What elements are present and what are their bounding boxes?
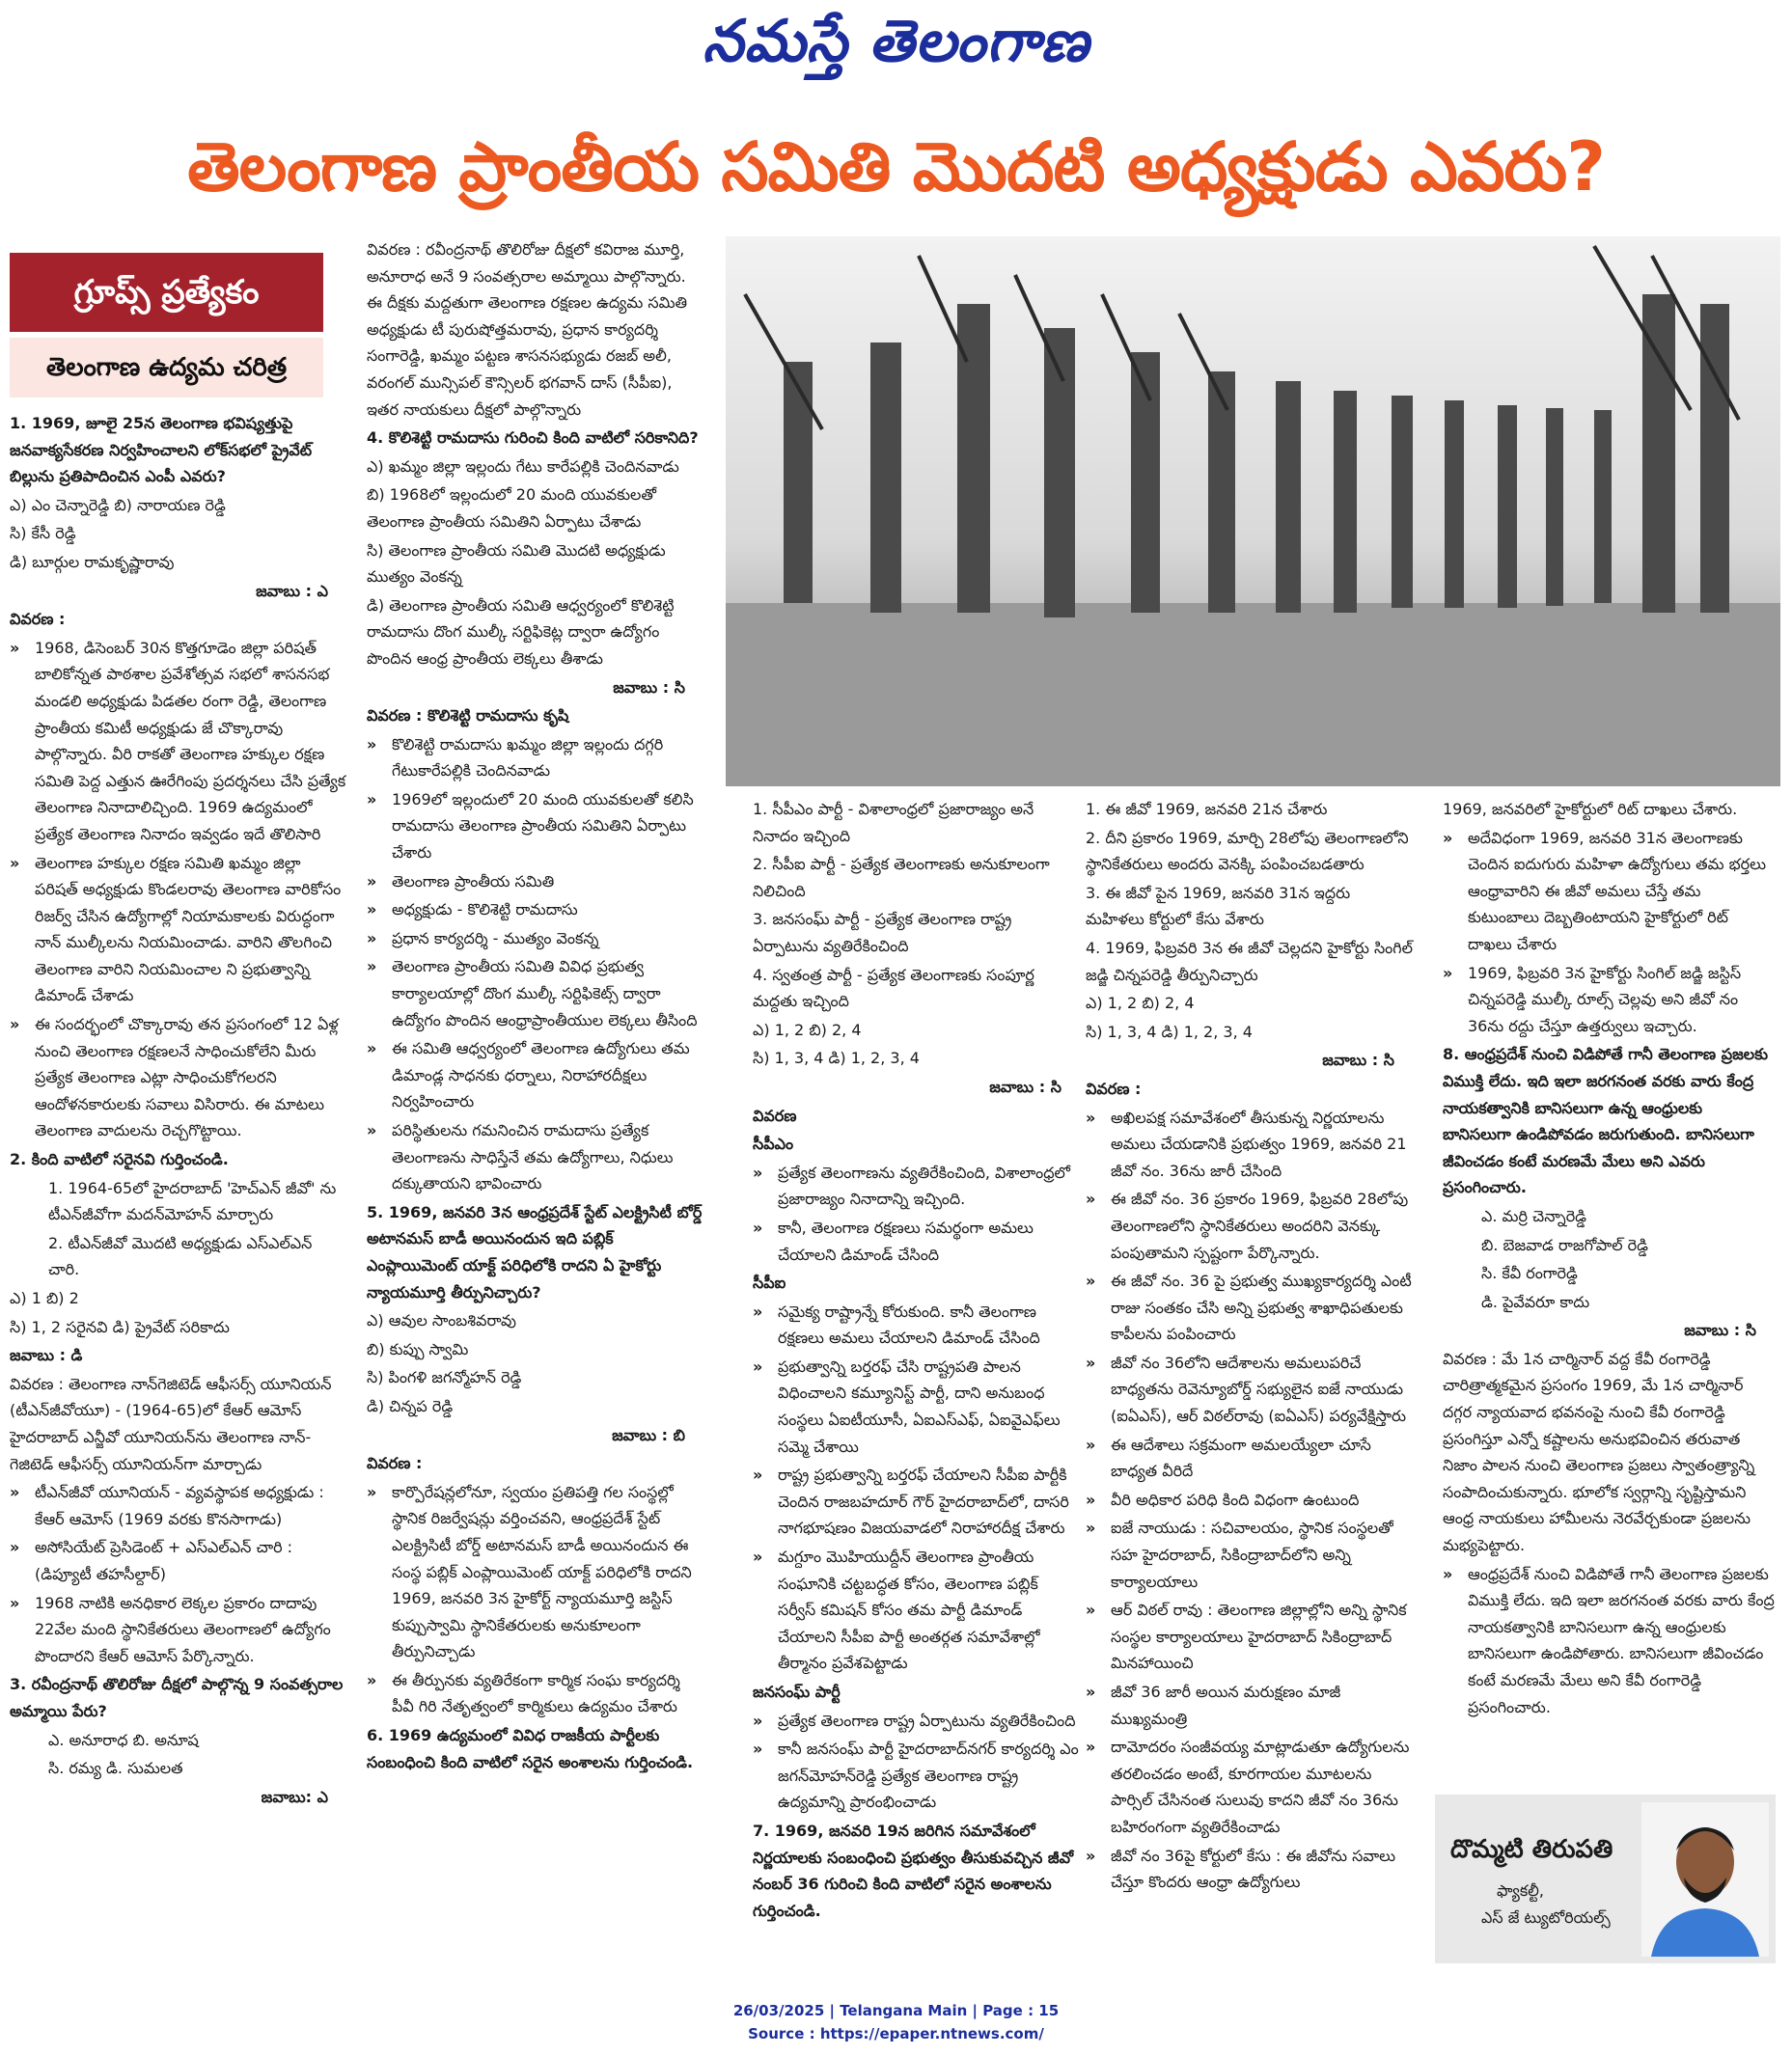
bullet-item: » అసోసియేట్ ప్రెసిడెంట్ + ఎస్ఎల్ఎన్ చారి : (డిప్యూటీ తహసీల్దార్) xyxy=(10,1534,347,1587)
bullet-item: » ఐజే నాయుడు : సచివాలయం, స్థానిక సంస్థలతో సహ హైదరాబాద్, సికింద్రాబాద్‌లోని అన్ని కార్యాలయాలు xyxy=(1086,1515,1414,1595)
q4-option: డి) తెలంగాణ ప్రాంతీయ సమితి ఆధ్వర్యంలో కొలిశెట్టి రామదాసు దొంగ ముల్కీ సర్టిఫికెట్ల ద్వారా ఉద్యోగం పొందిన ఆంధ్ర ప్రాంతీయ లెక్కలు తీశాడు xyxy=(367,595,675,668)
q1-answer: జవాబు : ఎ xyxy=(256,581,328,600)
author-box xyxy=(1435,1795,1776,1963)
author-role: ఫ్యాకల్టీ, xyxy=(1497,1881,1544,1900)
photo-illustration xyxy=(726,236,1780,786)
bullet-item: » రాష్ట్ర ప్రభుత్వాన్ని బర్తరఫ్ చేయాలని సీపీఐ పార్టీకి చెందిన రాజబహదూర్ గౌర్ హైదరాబాద్‌లో, దాసరి నాగభూషణం విజయవాడలో నిరాహారదీక్ష చేశారు xyxy=(753,1462,1081,1542)
explanation-label: వివరణ : కొలిశెట్టి రామదాసు కృషి xyxy=(367,706,569,726)
bullet-item: » జీవో నం 36పై కోర్టులో కేసు : ఈ జీవోను సవాలు చేస్తూ కొందరు ఆంధ్రా ఉద్యోగులు xyxy=(1086,1843,1414,1896)
historical-photo xyxy=(726,236,1780,786)
bullet-item: » ప్రధాన కార్యదర్శి - ముత్యం వెంకన్న xyxy=(367,925,704,952)
question-2: 2. కింది వాటిలో సరైనవి గుర్తించండి. xyxy=(10,1150,229,1169)
bullet-item: » తెలంగాణ హక్కుల రక్షణ సమితి ఖమ్మం జిల్లా పరిషత్ అధ్యక్షుడు కొండలరావు తెలంగాణ వారికోసం రిజర్వ్ చేసిన ఉద్యోగాల్లో నియామకాలకు విరుద్ధంగా నాన్ ముల్కీలను నియమించాడు. వారిని తొలగించి తెలంగాణ వారిని నియమించాల ని ప్రభుత్వాన్ని డిమాండ్ చేశాడు xyxy=(10,850,347,1010)
question-4: 4. కొలిశెట్టి రామదాసు గురించి కింది వాటిలో సరికానిది? xyxy=(367,428,699,448)
explanation-label: వివరణ : xyxy=(1086,1079,1142,1098)
bullet-item: » జీవో 36 జారీ అయిన మరుక్షణం మాజీ ముఖ్యమంత్రి xyxy=(1086,1679,1414,1732)
explanation: వివరణ : రవీంద్రనాథ్ తొలిరోజు దీక్షలో కవిరాజ మూర్తి, అనూరాధ అనే 9 సంవత్సరాల అమ్మాయి పాల్గొన్నారు. ఈ దీక్షకు మద్దతుగా తెలంగాణ రక్షణల ఉద్యమ సమితి అధ్యక్షుడు టీ పురుషోత్తమరావు, ప్రధాన కార్యదర్శి సంగారెడ్డి, ఖమ్మం పట్టణ శాసనసభ్యుడు రజబ్ అలీ, వరంగల్ మున్సిపల్ కౌన్సిలర్ భగవాన్ దాస్ (సీపీఐ), ఇతర నాయకులు దీక్షలో పాల్గొన్నారు xyxy=(367,240,688,419)
bullet-item: » ప్రత్యేక తెలంగాణను వ్యతిరేకించింది, విశాలాంధ్రలో ప్రజారాజ్యం నినాదాన్ని ఇచ్చింది. xyxy=(753,1160,1081,1213)
q2-answer: జవాబు : డి xyxy=(10,1346,83,1365)
bullet-item: » వీరి అధికార పరిధి కింది విధంగా ఉంటుంది xyxy=(1086,1487,1414,1514)
bullet-item: » కొలిశెట్టి రామదాసు ఖమ్మం జిల్లా ఇల్లందు దగ్గరి గేటుకారేపల్లికి చెందినవాడు xyxy=(367,731,704,784)
explanation-label: వివరణ xyxy=(753,1106,797,1125)
q2-options: ఎ) 1 బి) 2 xyxy=(10,1289,79,1307)
bullet-item: » తెలంగాణ ప్రాంతీయ సమితి వివిధ ప్రభుత్వ కార్యాలయాల్లో దొంగ ముల్కీ సర్టిఫికెట్స్ ద్వారా ఉద్యోగం పొందిన ఆంధ్రాప్రాంతీయుల లెక్కలు తీసింది xyxy=(367,953,704,1033)
q5-option: డి) చిన్నప రెడ్డి xyxy=(367,1396,454,1415)
subheading: సీపీఎం xyxy=(753,1135,794,1154)
q4-option: ఎ) ఖమ్మం జిల్లా ఇల్లందు గేటు కారేపల్లికి చెందినవాడు xyxy=(367,456,679,476)
q8-answer: జవాబు : సి xyxy=(1684,1321,1756,1340)
bullet-item: » అదేవిధంగా 1969, జనవరి 31న తెలంగాణకు చెందిన ఐదుగురు మహిళా ఉద్యోగులు తమ భర్తలు ఆంధ్రావారిని ఈ జీవో అమలు చేస్తే తమ కుటుంబాలు దెబ్బతింటాయని హైకోర్టులో రిట్ దాఖలు చేశారు xyxy=(1443,825,1776,958)
question-8: 8. ఆంధ్రప్రదేశ్ నుంచి విడిపోతే గానీ తెలంగాణ ప్రజలకు విముక్తి లేదు. ఇది ఇలా జరగనంత వరకు వారు కేంద్ర నాయకత్వానికి బానిసలుగా ఉన్న ఆంధ్రులకు బానిసలుగా ఉండిపోవడం జరుగుతుంది. బానిసలుగా జీవించడం కంటే మరణమే మేలు అని ఎవరు ప్రసంగించారు. xyxy=(1443,1045,1769,1197)
bullet-item: » అధ్యక్షుడు - కొలిశెట్టి రామదాసు xyxy=(367,896,704,923)
bullet-item: » టీఎన్‌జీవో యూనియన్ - వ్యవస్థాపక అధ్యక్షుడు : కేఆర్ ఆమోస్ (1969 వరకు కొనసాగాడు) xyxy=(10,1479,347,1532)
author-photo xyxy=(1641,1802,1769,1957)
q4-option: బి) 1968లో ఇల్లందులో 20 మంది యువకులతో తెలంగాణ ప్రాంతీయ సమితిని ఏర్పాటు చేశాడు xyxy=(367,485,656,531)
bullet-item: » జీవో నం 36లోని ఆదేశాలను అమలుపరిచే బాధ్యతను రెవెన్యూబోర్డ్ సభ్యులైన ఐజే నాయుడు (ఐఏఎస్), ఆర్ విఠల్‌రావు (ఐఏఎస్) పర్యవేక్షిస్తారు xyxy=(1086,1350,1414,1430)
bullet-item: » ఈ జీవో నం. 36 ప్రకారం 1969, ఫిబ్రవరి 28లోపు తెలంగాణలోని స్థానికేతరులు అందరిని వెనక్కు పంపుతామని స్పష్టంగా పేర్కొన్నారు. xyxy=(1086,1186,1414,1266)
statement: 3. ఈ జీవో పైన 1969, జనవరి 31న ఇద్దరు మహిళలు కోర్టులో కేసు వేశారు xyxy=(1086,883,1351,929)
column-2 xyxy=(367,236,704,1992)
bullet-item: » దామోదరం సంజీవయ్య మాట్లాడుతూ ఉద్యోగులను తరలించడం అంటే, కూరగాయల మూటలను పార్సిల్ చేసినంత సులువు కాదని జీవో నం 36ను బహిరంగంగా వ్యతిరేకించాడు xyxy=(1086,1734,1414,1840)
footer-date-page: 26/03/2025 | Telangana Main | Page : 15 xyxy=(732,2002,1060,2019)
masthead-title: నమస్తే తెలంగాణ xyxy=(702,8,1090,75)
q4-option: సి) తెలంగాణ ప్రాంతీయ సమితి మొదటి అధ్యక్షుడు ముత్యం వెంకన్న xyxy=(367,540,666,587)
column-5 xyxy=(1443,796,1776,1780)
q5-answer: జవాబు : బి xyxy=(612,1425,685,1444)
q8-option: బి. బెజవాడ రాజగోపాల్ రెడ్డి xyxy=(1481,1235,1648,1254)
explanation-label: వివరణ : xyxy=(367,1454,423,1473)
bullet-item: » కార్పొరేషన్లలోనూ, స్వయం ప్రతిపత్తి గల సంస్థల్లో స్థానిక రిజర్వేషన్లు వర్తించవని, ఆంధ్రప్రదేశ్ స్టేట్ ఎలక్ట్రిసిటీ బోర్డ్ అటానమస్ బాడీ అయినందున ఈ సంస్థ పబ్లిక్ ఎంప్లాయిమెంట్ యాక్ట్ పరిధిలోకి రాదని 1969, జనవరి 3న హైకోర్ట్ న్యాయమూర్తి జస్టిస్ కుప్పుస్వామి స్థానికేతరులకు అనుకూలంగా తీర్పునిచ్చాడు xyxy=(367,1479,704,1665)
masthead xyxy=(0,8,1792,85)
subheading: సీపీఐ xyxy=(753,1274,786,1293)
explanation: వివరణ : మే 1న చార్మినార్ వద్ద కేవీ రంగారెడ్డి చారిత్రాత్మకమైన ప్రసంగం 1969, మే 1న చార్మినార్ దగ్గర న్యాయవాద భవనంపై నుంచి కేవీ రంగారెడ్డి ప్రసంగిస్తూ ఎన్నో కష్టాలను అనుభవించిన తరువాత నిజాం పాలన నుంచి తెలంగాణ ప్రజలు స్వాతంత్ర్యాన్ని సంపాదించుకున్నారు. భూలోక స్వర్గాన్ని సృష్టిస్తామని ఆంధ్ర నాయకులు హామీలను నెరవేర్చకుండా ప్రజలను మభ్యపెట్టారు. xyxy=(1443,1349,1755,1555)
q7-options: ఎ) 1, 2 బి) 2, 4 xyxy=(1086,994,1195,1013)
q7-options: సి) 1, 3, 4 డి) 1, 2, 3, 4 xyxy=(1086,1022,1253,1041)
q6-options: ఎ) 1, 2 బి) 2, 4 xyxy=(753,1020,862,1039)
q5-option: ఎ) ఆవుల సాంబశివరావు xyxy=(367,1311,516,1330)
headline xyxy=(0,104,1792,230)
bullet-item: » కానీ, తెలంగాణ రక్షణలు సమర్థంగా అమలు చేయాలని డిమాండ్ చేసింది xyxy=(753,1215,1081,1268)
question-5: 5. 1969, జనవరి 3న ఆంధ్రప్రదేశ్ స్టేట్ ఎలక్ట్రిసిటీ బోర్డ్ అటానమస్ బాడీ అయినందున ఇది పబ్లిక్ ఎంప్లాయిమెంట్ యాక్ట్ పరిధిలోకి రాదని ఏ హైకోర్టు న్యాయమూర్తి తీర్పునిచ్చారు? xyxy=(367,1202,703,1302)
q1-options: ఎ) ఎం చెన్నారెడ్డి బి) నారాయణ రెడ్డి xyxy=(10,495,226,514)
question-3: 3. రవీంద్రనాథ్ తొలిరోజు దీక్షలో పాల్గొన్న 9 సంవత్సరాల అమ్మాయి పేరు? xyxy=(10,1675,344,1720)
q8-option: ఎ. మర్రి చెన్నారెడ్డి xyxy=(1481,1206,1587,1225)
q8-option: సి. కేవీ రంగారెడ్డి xyxy=(1481,1264,1578,1283)
q1-options: డి) బూర్గుల రామకృష్ణారావు xyxy=(10,552,175,571)
q5-option: సి) పింగళి జగన్మోహన్ రెడ్డి xyxy=(367,1368,522,1387)
bullet-item: » సమైక్య రాష్ట్రాన్నే కోరుకుంది. కానీ తెలంగాణ రక్షణలు అమలు చేయాలని డిమాండ్ చేసింది xyxy=(753,1299,1081,1352)
bullet-item: » ఆంధ్రప్రదేశ్ నుంచి విడిపోతే గానీ తెలంగాణ ప్రజలకు విముక్తి లేదు. ఇది ఇలా జరగనంత వరకు వారు కేంద్ర నాయకత్వానికి బానిసలుగా ఉన్న ఆంధ్రులకు బానిసలుగా ఉండిపోతారు. బానిసలుగా జీవించడం కంటే మరణమే మేలు అని కేవీ రంగారెడ్డి ప్రసంగించారు. xyxy=(1443,1561,1776,1721)
question-7: 7. 1969, జనవరి 19న జరిగిన సమావేశంలో నిర్ణయాలకు సంబంధించి ప్రభుత్వం తీసుకువచ్చిన జీవో నంబర్ 36 గురించి కింది వాటిలో సరైన అంశాలను గుర్తించండి. xyxy=(753,1821,1074,1920)
statement: 2. సీపీఐ పార్టీ - ప్రత్యేక తెలంగాణకు అనుకూలంగా నిలిచింది xyxy=(753,855,1050,900)
q6-options: సి) 1, 3, 4 డి) 1, 2, 3, 4 xyxy=(753,1049,920,1068)
paragraph: 1969, జనవరిలో హైకోర్టులో రిట్ దాఖలు చేశారు. xyxy=(1443,800,1738,818)
bullet-item: » ఈ సందర్భంలో చొక్కారావు తన ప్రసంగంలో 12 ఏళ్ల నుంచి తెలంగాణ రక్షణలనే సాధించుకోలేని మీరు ప్రత్యేక తెలంగాణ ఎట్లా సాధించుకోగలరని ఆందోళనకారులకు సవాలు విసిరారు. ఈ మాటలు తెలంగాణ వాదులను రెచ్చగొట్టాయి. xyxy=(10,1011,347,1144)
headline-text: తెలంగాణ ప్రాంతీయ సమితి మొదటి అధ్యక్షుడు ఎవరు? xyxy=(187,127,1605,206)
q3-answer: జవాబు: ఎ xyxy=(261,1787,328,1806)
bullet-item: » 1968, డిసెంబర్ 30న కొత్తగూడెం జిల్లా పరిషత్ బాలికోన్నత పాఠశాల ప్రవేశోత్సవ సభలో శాసనసభ మండలి అధ్యక్షుడు పిడతల రంగా రెడ్డి, తెలంగాణ ప్రాంతీయ కమిటీ అధ్యక్షుడు జే చొక్కారావు పాల్గొన్నారు. వీరి రాకతో తెలంగాణ హక్కుల రక్షణ సమితి పెద్ద ఎత్తున ఊరేగింపు ప్రదర్శనలు చేసి ప్రత్యేక తెలంగాణ నినాదాలిచ్చింది. 1969 ఉద్యమంలో ప్రత్యేక తెలంగాణ నినాదం ఇవ్వడం ఇదే తొలిసారి xyxy=(10,635,347,848)
footer-source: Source : https://epaper.ntnews.com/ xyxy=(748,2025,1044,2042)
q7-answer: జవాబు : సి xyxy=(1322,1051,1394,1070)
bullet-item: » ఈ తీర్పునకు వ్యతిరేకంగా కార్మిక సంఘ కార్యదర్శి పీవీ గిరి నేతృత్వంలో కార్మికులు ఉద్యమం చేశారు xyxy=(367,1667,704,1720)
statement: 2. టీఎన్‌జీవో మొదటి అధ్యక్షుడు ఎస్ఎల్ఎన్ చారి. xyxy=(48,1233,313,1279)
avatar-icon xyxy=(1641,1802,1769,1957)
column-3 xyxy=(753,796,1081,1992)
bullet-item: » కానీ జనసంఘ్ పార్టీ హైదరాబాద్‌నగర్ కార్యదర్శి ఎం జగన్‌మోహన్‌రెడ్డి ప్రత్యేక తెలంగాణ రాష్ట్ర ఉద్యమాన్ని ప్రారంభించాడు xyxy=(753,1736,1081,1816)
bullet-item: » మగ్దూం మొహియుద్దీన్ తెలంగాణ ప్రాంతీయ సంఘానికి చట్టబద్ధత కోసం, తెలంగాణ పబ్లిక్ సర్వీస్ కమిషన్ కోసం తమ పార్టీ డిమాండ్ చేయాలని సీపీఐ పార్టీ అంతర్గత సమావేశాల్లో తీర్మానం ప్రవేశపెట్టాడు xyxy=(753,1544,1081,1677)
section-subtitle: తెలంగాణ ఉద్యమ చరిత్ర xyxy=(10,338,323,397)
bullet-item: » ఆర్ విఠల్ రావు : తెలంగాణ జిల్లాల్లోని అన్ని స్థానిక సంస్థల కార్యాలయాలు హైదరాబాద్ సికింద్రాబాద్ మినహాయించి xyxy=(1086,1597,1414,1677)
bullet-item: » పరిస్థితులను గమనించిన రామదాసు ప్రత్యేక తెలంగాణను సాధిస్తేనే తమ ఉద్యోగాలు, నిధులు దక్కుతాయని భావించారు xyxy=(367,1117,704,1197)
bullet-item: » ప్రభుత్వాన్ని బర్తరఫ్ చేసి రాష్ట్రపతి పాలన విధించాలని కమ్యూనిస్ట్ పార్టీ, దాని అనుబంధ సంస్థలు ఏఐటీయూసీ, ఏఐఎస్ఎఫ్, ఏఐవైఎఫ్‌లు సమ్మె చేశాయి xyxy=(753,1354,1081,1460)
column-1 xyxy=(10,410,347,1992)
bullet-item: » 1969, ఫిబ్రవరి 3న హైకోర్టు సింగిల్ జడ్జి జస్టిస్ చిన్నపరెడ్డి ముల్కీ రూల్స్ చెల్లవు అని జీవో నం 36ను రద్దు చేస్తూ ఉత్తర్వులు ఇచ్చారు. xyxy=(1443,960,1776,1040)
bullet-item: » ప్రత్యేక తెలంగాణ రాష్ట్ర ఏర్పాటును వ్యతిరేకించింది xyxy=(753,1708,1081,1735)
statement: 3. జనసంఘ్ పార్టీ - ప్రత్యేక తెలంగాణ రాష్ట్ర ఏర్పాటును వ్యతిరేకించింది xyxy=(753,910,1012,955)
q1-options: సి) కేసీ రెడ్డి xyxy=(10,524,76,543)
explanation: వివరణ : తెలంగాణ నాన్‌గెజిటెడ్ ఆఫీసర్స్ యూనియన్ (టీఎన్‌జీవోయూ) - (1964-65)లో కేఆర్ ఆమోస్ హైదరాబాద్ ఎన్జీవో యూనియన్‌ను తెలంగాణ నాన్-గెజిటెడ్ ఆఫీసర్స్ యూనియన్‌గా మార్చాడు xyxy=(10,1374,332,1473)
bullet-item: » తెలంగాణ ప్రాంతీయ సమితి xyxy=(367,868,704,895)
q2-options: సి) 1, 2 సరైనవి డి) ప్రైవేట్ సరికాదు xyxy=(10,1317,230,1336)
bullet-item: » 1969లో ఇల్లందులో 20 మంది యువకులతో కలిసి రామదాసు తెలంగాణ ప్రాంతీయ సమితిని ఏర్పాటు చేశారు xyxy=(367,786,704,866)
bullet-item: » ఈ జీవో నం. 36 పై ప్రభుత్వ ముఖ్యకార్యదర్శి ఎంటీ రాజు సంతకం చేసి అన్ని ప్రభుత్వ శాఖాధిపతులకు కాపీలను పంపించారు xyxy=(1086,1268,1414,1348)
q4-answer: జవాబు : సి xyxy=(613,677,685,697)
q8-option: డి. పైవేవరూ కాదు xyxy=(1481,1292,1590,1311)
explanation-label: వివరణ : xyxy=(10,610,66,629)
statement: 2. దీని ప్రకారం 1969, మార్చి 28లోపు తెలంగాణలోని స్థానికేతరులు అందరు వెనక్కి పంపించబడతారు xyxy=(1086,828,1409,874)
section-tag: గ్రూప్స్ ప్రత్యేకం xyxy=(10,253,323,332)
q5-option: బి) కుప్పు స్వామి xyxy=(367,1339,469,1358)
footer xyxy=(0,1999,1792,2045)
author-institute: ఎస్ జే ట్యుటోరియల్స్ xyxy=(1481,1908,1611,1927)
statement: 1. 1964-65లో హైదరాబాద్ 'హెచ్ఎన్ జీవో' ను టీఎన్‌జీవోగా మదన్‌మోహన్ మార్చారు xyxy=(48,1178,337,1224)
bullet-item: » ఈ సమితి ఆధ్వర్యంలో తెలంగాణ ఉద్యోగులు తమ డిమాండ్ల సాధనకు ధర్నాలు, నిరాహారదీక్షలు నిర్వహించారు xyxy=(367,1035,704,1115)
author-name: దొమ్మటి తిరుపతి xyxy=(1450,1835,1613,1864)
question-6: 6. 1969 ఉద్యమంలో వివిధ రాజకీయ పార్టీలకు సంబంధించి కింది వాటిలో సరైన అంశాలను గుర్తించండి. xyxy=(367,1726,694,1771)
question-1: 1. 1969, జూలై 25న తెలంగాణ భవిష్యత్తుపై జనవాక్యసేకరణ నిర్వహించాలని లోక్‌సభలో ప్రైవేట్ బిల్లును ప్రతిపాదించిన ఎంపీ ఎవరు? xyxy=(10,414,313,486)
q3-options: ఎ. అనూరాధ బి. అనూష xyxy=(48,1730,199,1749)
bullet-item: » అఖిలపక్ష సమావేశంలో తీసుకున్న నిర్ణయాలను అమలు చేయడానికి ప్రభుత్వం 1969, జనవరి 21 జీవో నం. 36ను జారీ చేసింది xyxy=(1086,1105,1414,1185)
statement: 1. సీపీఎం పార్టీ - విశాలాంధ్రలో ప్రజారాజ్యం అనే నినాదం ఇచ్చింది xyxy=(753,800,1034,845)
statement: 4. 1969, ఫిబ్రవరి 3న ఈ జీవో చెల్లదని హైకోర్టు సింగిల్ జడ్జి చిన్నపరెడ్డి తీర్పునిచ్చారు xyxy=(1086,938,1413,984)
q6-answer: జవాబు : సి xyxy=(989,1077,1061,1096)
statement: 1. ఈ జీవో 1969, జనవరి 21న చేశారు xyxy=(1086,800,1328,818)
q3-options: సి. రమ్య డి. సుమలత xyxy=(48,1759,183,1778)
statement: 4. స్వతంత్ర పార్టీ - ప్రత్యేక తెలంగాణకు సంపూర్ణ మద్దతు ఇచ్చింది xyxy=(753,965,1034,1011)
bullet-item: » ఈ ఆదేశాలు సక్రమంగా అమలయ్యేలా చూసే బాధ్యత వీరిదే xyxy=(1086,1432,1414,1485)
column-4 xyxy=(1086,796,1414,1992)
bullet-item: » 1968 నాటికి అనధికార లెక్కల ప్రకారం దాదాపు 22వేల మంది స్థానికేతరులు తెలంగాణలో ఉద్యోగం పొందారని కేఆర్ ఆమోస్ పేర్కొన్నారు. xyxy=(10,1590,347,1670)
subheading: జనసంఘ్ పార్టీ xyxy=(753,1683,841,1701)
